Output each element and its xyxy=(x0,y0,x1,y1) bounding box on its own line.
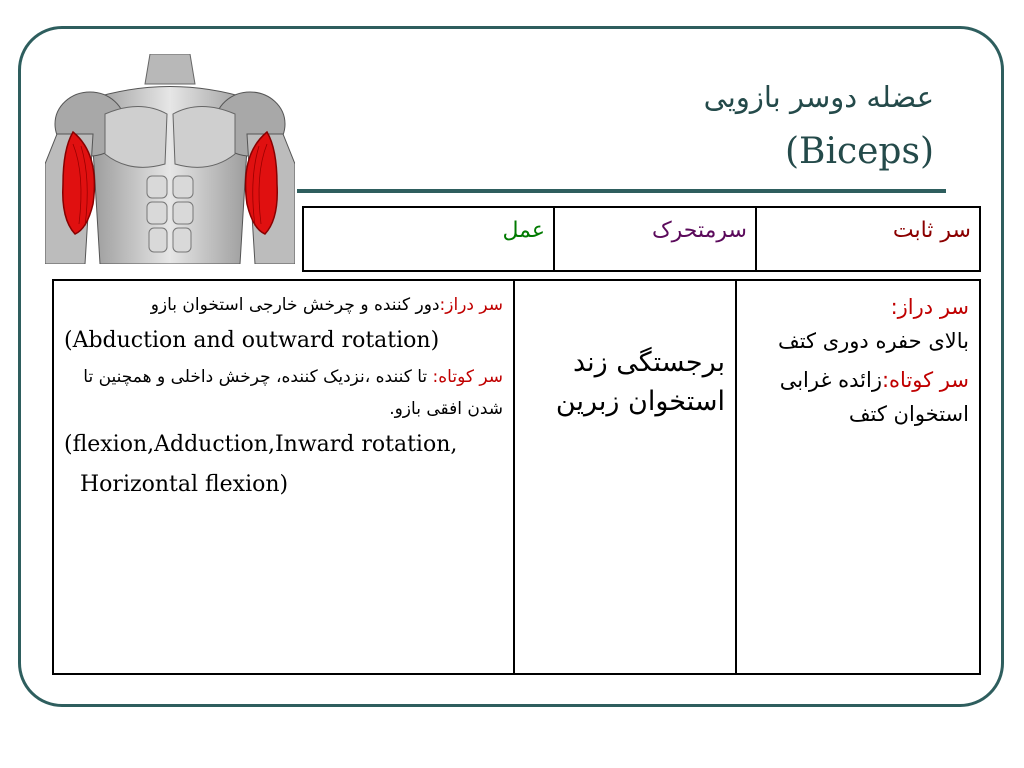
fixed-short-label: سر کوتاه: xyxy=(881,368,969,393)
fixed-head-cell xyxy=(736,280,980,674)
action-short-text: تا کننده ،نزدیک کننده، چرخش داخلی و همچنین تا شدن افقی بازو. xyxy=(83,366,503,420)
moving-head-cell xyxy=(514,280,736,674)
action-long-text: دور کننده و چرخش خارجی استخوان بازو xyxy=(150,295,440,315)
slide-title-english: (Biceps) xyxy=(784,131,934,172)
action-long-label: سر دراز: xyxy=(439,295,503,315)
slide-title-persian: عضله دوسر بازویی xyxy=(703,80,934,114)
title-underline xyxy=(297,189,946,193)
fixed-short-row xyxy=(747,364,969,431)
content-table xyxy=(52,279,981,675)
header-moving-head: سرمتحرک xyxy=(554,207,756,271)
header-action: عمل xyxy=(303,207,554,271)
moving-head-text: برجستگی زند استخوان زبرین xyxy=(555,347,725,418)
fixed-long-label: سر دراز: xyxy=(890,295,969,319)
header-fixed-head: سر ثابت xyxy=(756,207,980,271)
action-cell xyxy=(53,280,514,674)
fixed-long-text: بالای حفره دوری کتف xyxy=(777,328,969,353)
action-short-english-1: (flexion,Adduction,Inward rotation, xyxy=(64,432,458,458)
action-short-english-2: Horizontal flexion) xyxy=(80,472,289,498)
header-table xyxy=(302,206,981,272)
biceps-anatomy-image xyxy=(45,54,295,264)
action-short-label: سر کوتاه: xyxy=(432,366,503,387)
fixed-short-text: زائده غرابی استخوان کتف xyxy=(779,368,969,426)
action-long-row xyxy=(64,289,503,321)
action-short-row xyxy=(64,361,503,426)
action-long-english: (Abduction and outward rotation) xyxy=(64,328,440,354)
